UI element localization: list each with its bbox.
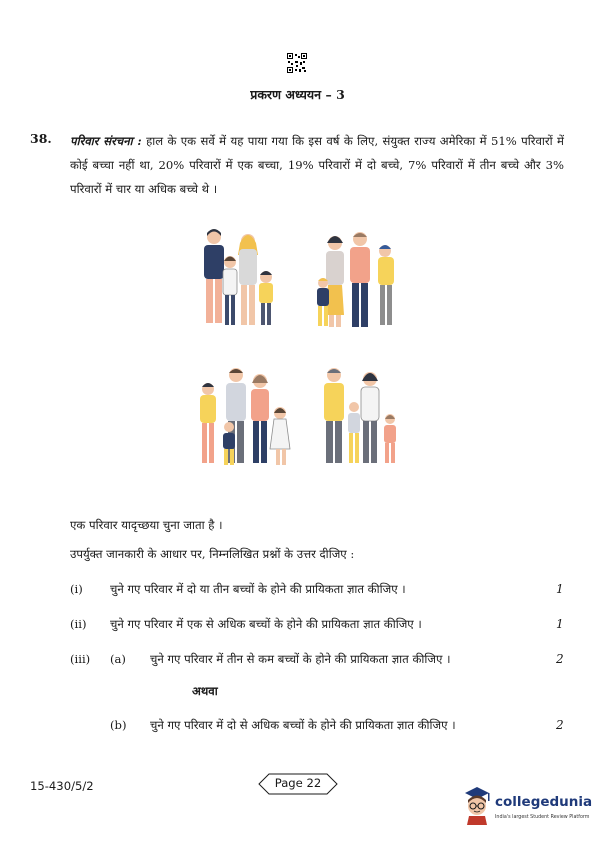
part-iii-b-label: (b)	[110, 718, 127, 732]
question-text: हाल के एक सर्वे में यह पाया गया कि इस वर्ष के लिए, संयुक्त राज्य अमेरिका में 51% परिवारों में कोई बच्चा नहीं था, 20% परिवारों में एक बच्चा, 19% परिवारों में दो बच्चे, 7% परिवारों में तीन बच्चे और 3% परिवारों में चार या अधिक बच्चे थे ।	[70, 134, 564, 196]
family-illustration-2	[303, 225, 411, 337]
part-label-ii: (ii)	[70, 617, 87, 631]
part-i-marks: 1	[556, 582, 564, 596]
part-iii-a-label: (a)	[110, 652, 126, 666]
brand-tagline: India's largest Student Review Platform	[495, 815, 590, 820]
paper-code: 15-430/5/2	[30, 779, 94, 793]
part-label-i: (i)	[70, 582, 83, 596]
question-lead: परिवार संरचना :	[70, 134, 142, 148]
part-label-iii: (iii)	[70, 652, 91, 666]
part-ii-text: चुने गए परिवार में एक से अधिक बच्चों के होने की प्रायिकता ज्ञात कीजिए ।	[110, 617, 422, 631]
family-illustration-3	[190, 363, 298, 475]
brand-name: collegedunia	[495, 794, 593, 810]
part-i-text: चुने गए परिवार में दो या तीन बच्चों के होने की प्रायिकता ज्ञात कीजिए ।	[110, 582, 406, 596]
instruction-text: उपर्युक्त जानकारी के आधार पर, निम्नलिखित प्रश्नों के उत्तर दीजिए :	[70, 547, 355, 561]
question-intro	[70, 129, 564, 201]
part-iii-a-text: चुने गए परिवार में तीन से कम बच्चों के होने की प्रायिकता ज्ञात कीजिए ।	[150, 652, 451, 666]
part-iii-b-text: चुने गए परिवार में दो से अधिक बच्चों के होने की प्रायिकता ज्ञात कीजिए ।	[150, 718, 456, 732]
page-number: Page 22	[274, 776, 322, 790]
family-illustration-4	[316, 363, 424, 475]
part-iii-a-marks: 2	[556, 652, 564, 666]
random-selection-text: एक परिवार यादृच्छया चुना जाता है ।	[70, 518, 223, 532]
part-ii-marks: 1	[556, 617, 564, 631]
part-iii-b-marks: 2	[556, 718, 564, 732]
mascot-logo-icon	[461, 785, 493, 825]
or-label: अथवा	[192, 684, 218, 698]
family-illustration-1	[196, 225, 304, 337]
question-number: 38.	[30, 131, 52, 146]
case-study-title: प्रकरण अध्ययन – 3	[250, 87, 345, 102]
qr-code-icon	[287, 53, 307, 73]
